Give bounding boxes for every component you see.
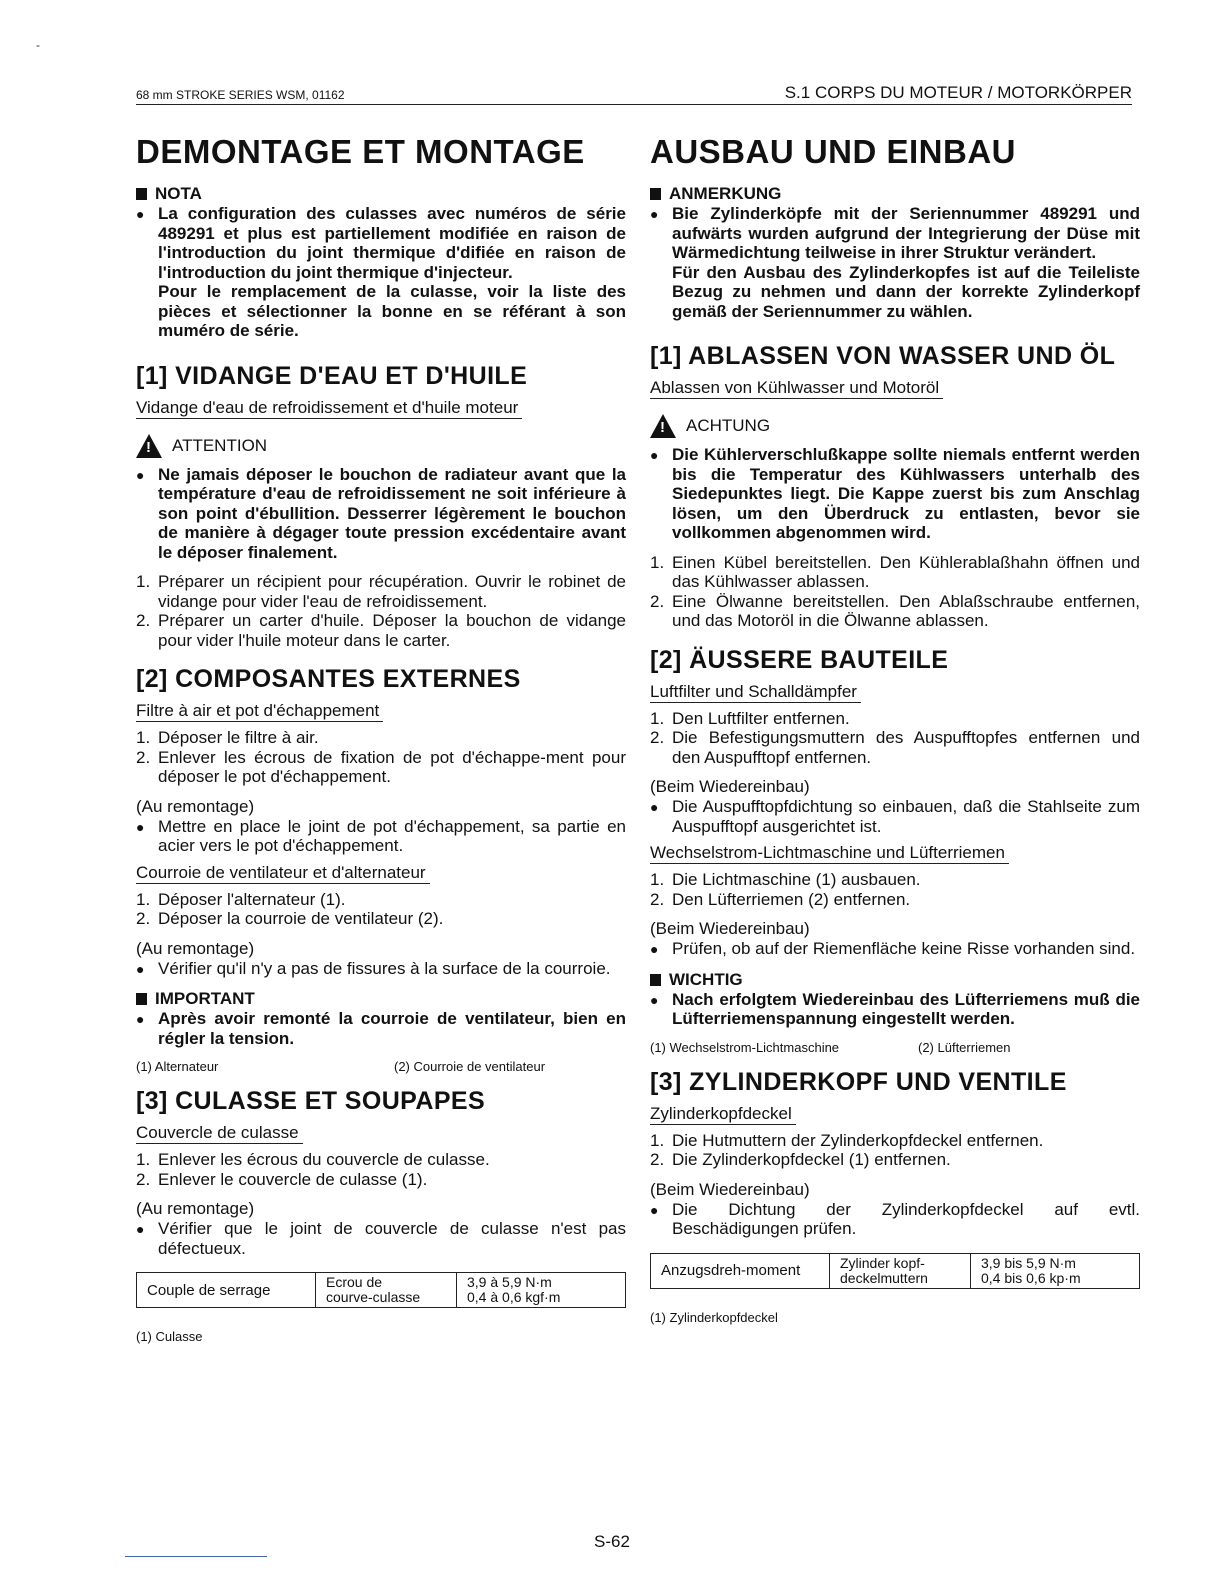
footer-rule: [125, 1556, 267, 1557]
bullet-icon: ●: [650, 1201, 659, 1218]
section-3-subtitle: Couvercle de culasse: [136, 1122, 303, 1144]
reassembly-bullet: ● Vérifier que le joint de couvercle de culasse n'est pas défectueux.: [136, 1219, 626, 1258]
important-label: WICHTIG: [669, 969, 743, 989]
reassembly-bullet: ● Prüfen, ob auf der Riemenfläche keine Risse vorhanden sind.: [650, 939, 1136, 958]
section-1-title: [1] VIDANGE D'EAU ET D'HUILE: [136, 361, 528, 390]
warning-heading: [136, 433, 626, 459]
warning-label: ACHTUNG: [686, 416, 771, 435]
torque-part: Zylinder kopf- deckelmuttern: [830, 1253, 971, 1288]
list-item: 2. Préparer un carter d'huile. Déposer la bouchon de vidange pour vider l'huile moteur dans le carter.: [136, 611, 626, 650]
section-2-subtitle-2: Wechselstrom-Lichtmaschine und Lüfterriemen: [650, 842, 1009, 864]
bullet-icon: ●: [136, 206, 145, 222]
bullet-icon: ●: [650, 447, 659, 463]
note-heading: [650, 184, 1140, 204]
warning-text: Die Kühlerverschlußkappe sollte niemals entfernt werden bis die Temperatur des Kühlwassers unterhalb des Siedepunktes liegt. Die Kappe zuerst bis zum Anschlag lösen, um den Überdruck zu entlasten, bevor sie vollkommen abgenommen wird.: [672, 445, 1140, 542]
warning-bullet: [650, 445, 1140, 543]
figure-caption: (1) Wechselstrom-Lichtmaschine (2) Lüfterriemen: [650, 1039, 1011, 1055]
torque-value: 3,9 à 5,9 N·m 0,4 à 0,6 kgf·m: [457, 1273, 626, 1308]
list-item: 1. Déposer le filtre à air.: [136, 728, 319, 747]
header-manual-id: 68 mm STROKE SERIES WSM, 01162: [136, 88, 345, 102]
square-bullet-icon: [650, 974, 661, 986]
list-item: 1. Enlever les écrous du couvercle de culasse.: [136, 1150, 490, 1169]
reassembly-label: (Beim Wiedereinbau): [650, 1179, 810, 1199]
reassembly-bullet: ● Die Dichtung der Zylinderkopfdeckel auf evtl. Beschädigungen prüfen.: [650, 1199, 1140, 1238]
section-1-subtitle: Ablassen von Kühlwasser und Motoröl: [650, 377, 943, 399]
reassembly-label: (Au remontage): [136, 796, 255, 816]
important-heading: [136, 989, 626, 1009]
section-2-subtitle-2: Courroie de ventilateur et d'alternateur: [136, 862, 430, 884]
bullet-icon: ●: [136, 466, 145, 483]
square-bullet-icon: [136, 188, 147, 200]
warning-heading: [650, 413, 1140, 439]
torque-label: Couple de serrage: [137, 1273, 316, 1308]
section-1-title: [1] ABLASSEN VON WASSER UND ÖL: [650, 342, 1116, 370]
bullet-icon: ●: [650, 991, 659, 1008]
bullet-icon: ●: [650, 206, 659, 222]
header-section: S.1 CORPS DU MOTEUR / MOTORKÖRPER: [784, 83, 1132, 102]
figure-caption: (1) Zylinderkopfdeckel: [650, 1309, 778, 1325]
note-bullet-2: [650, 263, 1140, 322]
french-column: [136, 132, 626, 1346]
reassembly-label: (Au remontage): [136, 938, 255, 958]
important-bullet: ● Nach erfolgtem Wiedereinbau des Lüfterriemens muß die Lüfterriemenspannung eingestellt werden.: [650, 989, 1140, 1028]
reassembly-bullet: ● Mettre en place le joint de pot d'échappement, sa partie en acier vers le pot d'échappement.: [136, 816, 626, 855]
page-header: [136, 82, 1132, 105]
important-heading: [650, 970, 1140, 990]
figure-caption: (1) Culasse: [136, 1329, 203, 1344]
bullet-icon: ●: [136, 1221, 145, 1237]
note-text: La configuration des culasses avec numéros de série 489291 et plus est partiellement modifiée en raison de l'introduction du joint thermique d'difiée en raison de l'introduction du joint thermique d'injecteur.: [158, 204, 626, 282]
list-item: 1. Préparer un récipient pour récupération. Ouvrir le robinet de vidange pour vider l'eau de refroidissement.: [136, 572, 626, 611]
note-bullet: [650, 204, 1140, 263]
square-bullet-icon: [136, 993, 147, 1005]
list-item: 1. Déposer l'alternateur (1).: [136, 889, 346, 909]
list-item: 1. Die Lichtmaschine (1) ausbauen.: [650, 870, 921, 889]
german-column: [650, 132, 1140, 1327]
note-text-2: Für den Ausbau des Zylinderkopfes ist auf die Teileliste Bezug zu nehmen und dann der korrekte Zylinderkopf gemäß der Seriennummer zu wählen.: [672, 262, 1140, 321]
reassembly-bullet: ● Vérifier qu'il n'y a pas de fissures à la surface de la courroie.: [136, 958, 611, 978]
warning-bullet: [136, 465, 626, 563]
note-label: NOTA: [155, 184, 202, 203]
important-bullet: ● Après avoir remonté la courroie de ventilateur, bien en régler la tension.: [136, 1009, 626, 1048]
page-title: DEMONTAGE ET MONTAGE: [136, 133, 585, 170]
list-item: 2. Enlever le couvercle de culasse (1).: [136, 1169, 428, 1189]
bullet-icon: ●: [136, 960, 145, 977]
reassembly-label: (Beim Wiedereinbau): [650, 919, 810, 938]
warning-triangle-icon: [136, 434, 162, 458]
margin-mark: -: [36, 38, 40, 52]
note-bullet-2: [136, 282, 626, 341]
torque-value: 3,9 bis 5,9 N·m 0,4 bis 0,6 kp·m: [971, 1253, 1140, 1288]
bullet-icon: ●: [650, 941, 659, 957]
section-3-subtitle: Zylinderkopfdeckel: [650, 1103, 796, 1125]
warning-label: ATTENTION: [172, 435, 268, 455]
list-item: 2. Déposer la courroie de ventilateur (2).: [136, 909, 444, 928]
list-item: 2. Die Befestigungsmuttern des Auspufftopfes entfernen und den Auspufftopf entfernen.: [650, 728, 1140, 767]
figure-caption: (1) Alternateur (2) Courroie de ventilateur: [136, 1059, 546, 1074]
section-3-title: [3] CULASSE ET SOUPAPES: [136, 1087, 486, 1115]
list-item: 2. Die Zylinderkopfdeckel (1) entfernen.: [650, 1150, 951, 1169]
list-item: 1. Die Hutmuttern der Zylinderkopfdeckel entfernen.: [650, 1130, 1044, 1150]
note-text: Bie Zylinderköpfe mit der Seriennummer 489291 und aufwärts wurden aufgrund der Integrierung der Düse mit Wärmedichtung teilweise in ihrer Struktur verändert.: [672, 204, 1140, 262]
list-item: 1. Den Luftfilter entfernen.: [650, 708, 850, 728]
note-heading: [136, 184, 626, 204]
torque-label: Anzugsdreh-moment: [651, 1253, 830, 1288]
warning-triangle-icon: [650, 414, 676, 438]
important-label: IMPORTANT: [155, 989, 255, 1008]
section-2-title: [2] COMPOSANTES EXTERNES: [136, 665, 521, 693]
reassembly-label: (Au remontage): [136, 1199, 255, 1218]
note-text-2: Pour le remplacement de la culasse, voir la liste des pièces et sélectionner la bonne en se référant à son muméro de série.: [158, 282, 626, 340]
note-label: ANMERKUNG: [669, 184, 782, 203]
page-number: S-62: [594, 1532, 630, 1551]
section-3-title: [3] ZYLINDERKOPF UND VENTILE: [650, 1067, 1067, 1096]
page-title: AUSBAU UND EINBAU: [650, 133, 1017, 170]
section-1-subtitle: Vidange d'eau de refroidissement et d'huile moteur: [136, 397, 522, 419]
bullet-icon: ●: [136, 1011, 145, 1027]
list-item: 2. Den Lüfterriemen (2) entfernen.: [650, 889, 911, 909]
torque-table: [136, 1272, 626, 1308]
bullet-icon: ●: [650, 799, 659, 815]
reassembly-bullet: ● Die Auspufftopfdichtung so einbauen, daß die Stahlseite zum Auspufftopf ausgerichtet ist.: [650, 797, 1140, 836]
section-2-subtitle-1: Filtre à air et pot d'échappement: [136, 700, 383, 722]
square-bullet-icon: [650, 188, 661, 200]
bullet-icon: ●: [136, 818, 145, 835]
note-bullet: [136, 204, 626, 282]
torque-part: Ecrou de courve-culasse: [316, 1273, 457, 1308]
section-2-subtitle-1: Luftfilter und Schalldämpfer: [650, 681, 861, 703]
list-item: 2. Enlever les écrous de fixation de pot d'échappe-ment pour déposer le pot d'échappement.: [136, 747, 626, 786]
torque-table: [650, 1253, 1140, 1289]
reassembly-label: (Beim Wiedereinbau): [650, 777, 810, 796]
list-item: 2. Eine Ölwanne bereitstellen. Den Ablaßschraube entfernen, und das Motoröl in die Ölwanne ablassen.: [650, 591, 1140, 630]
section-2-title: [2] ÄUSSERE BAUTEILE: [650, 645, 949, 674]
list-item: 1. Einen Kübel bereitstellen. Den Kühlerablaßhahn öffnen und das Kühlwasser ablassen.: [650, 552, 1140, 591]
warning-text: Ne jamais déposer le bouchon de radiateur avant que la température d'eau de refroidissement ne soit inférieure à son point d'ébullition. Desserrer légèrement le bouchon de manière à dégager toute pression excédentaire avant le déposer finalement.: [158, 464, 626, 562]
